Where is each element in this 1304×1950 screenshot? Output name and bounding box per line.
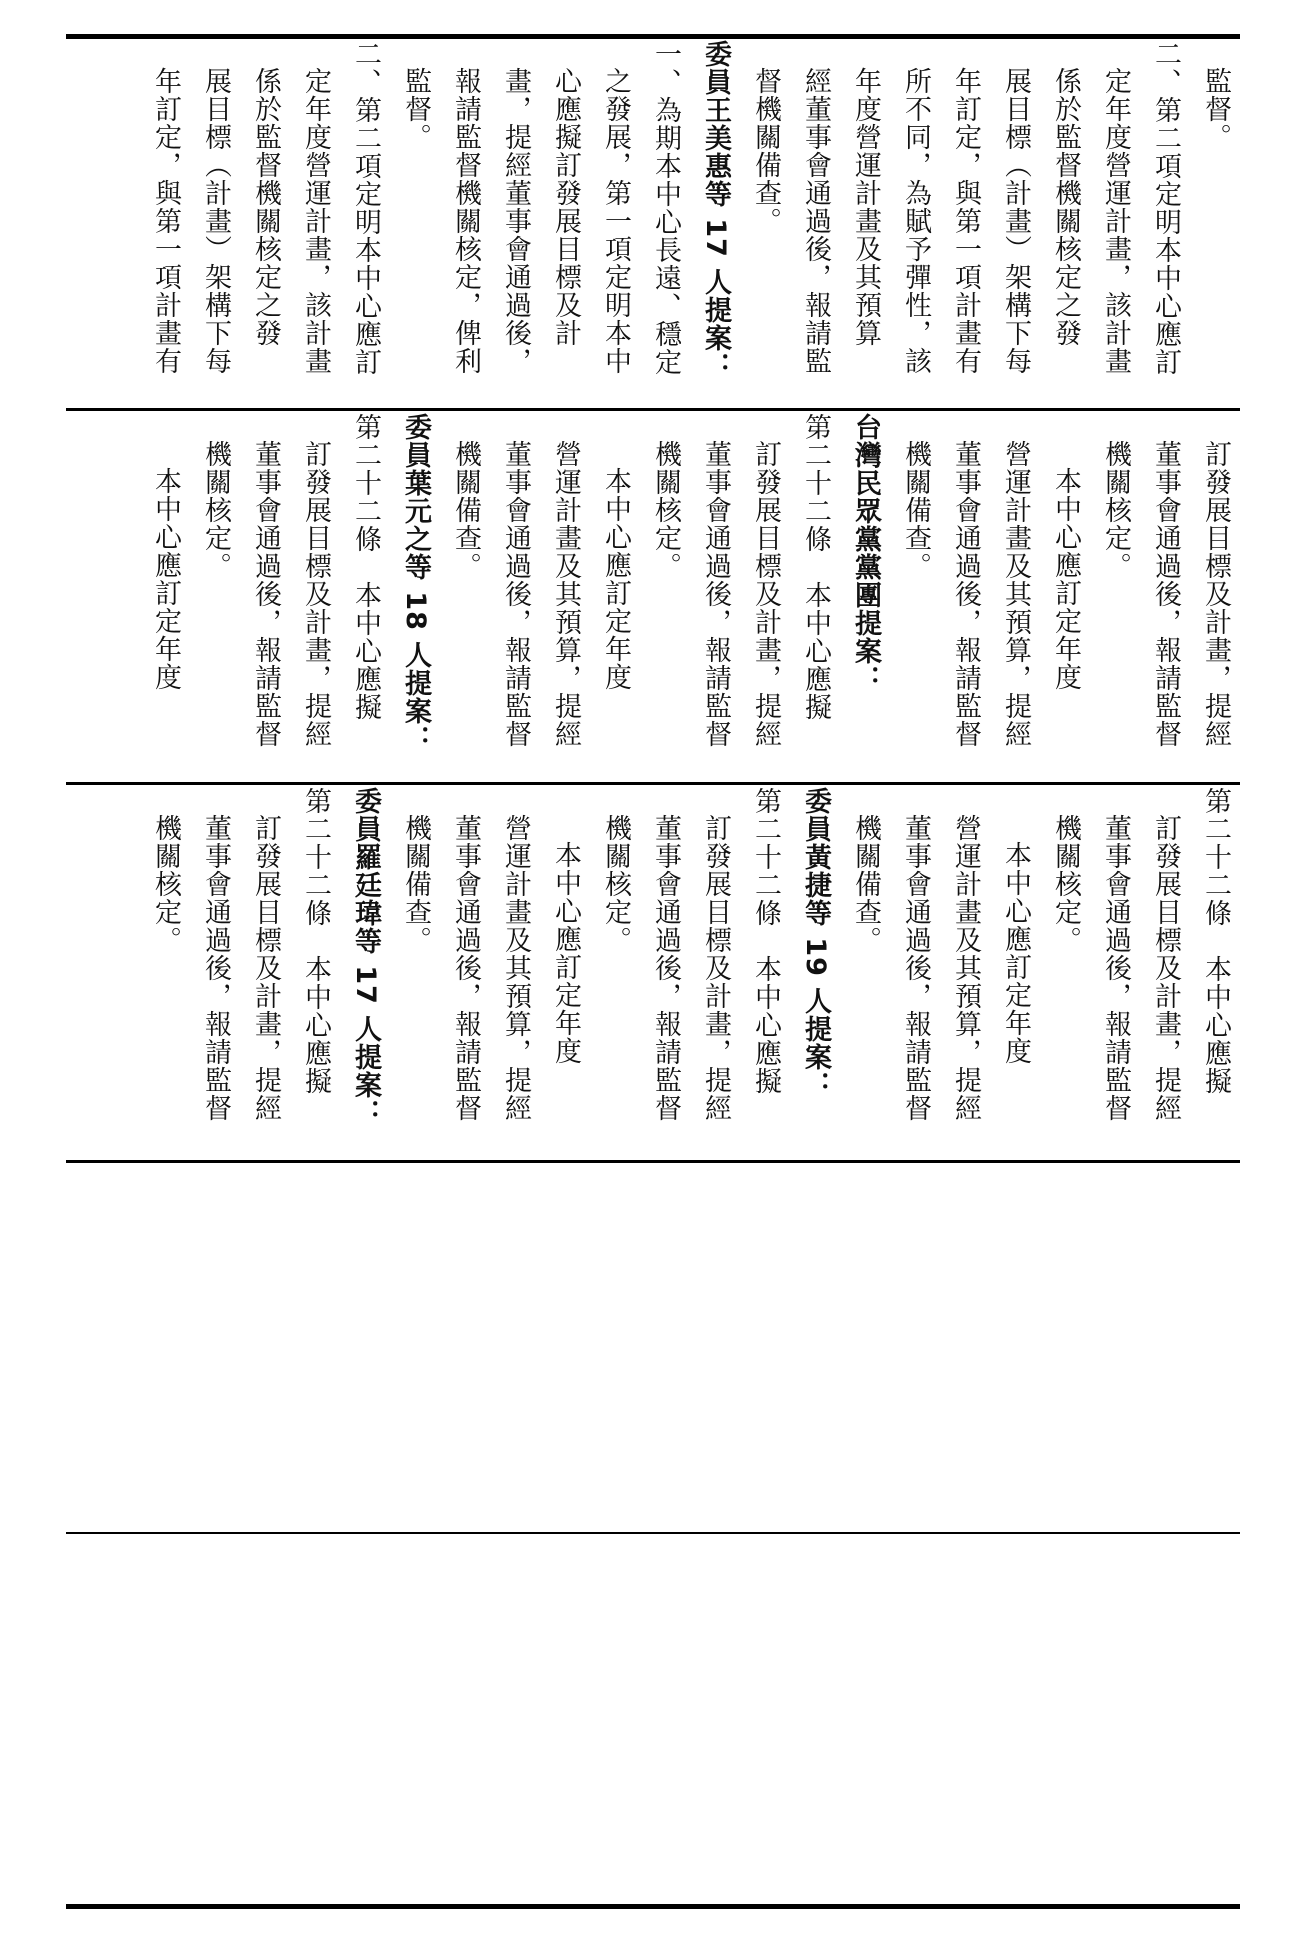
text-line: 本中心應訂定年度 bbox=[1050, 467, 1081, 691]
text-line: 訂發展目標及計畫，提經 bbox=[750, 440, 781, 748]
text-line: 之發展，第一項定明本中 bbox=[600, 67, 631, 375]
proposal-heading: 台灣民眾黨黨團提案： bbox=[850, 413, 881, 693]
text-line: 監督。 bbox=[1200, 67, 1231, 151]
text-line: 董事會通過後，報請監督 bbox=[500, 440, 531, 748]
text-line: 心應擬訂發展目標及計 bbox=[550, 67, 581, 347]
text-line: 第二十二條 本中心應擬 bbox=[300, 787, 331, 1095]
text-line: 第二十二條 本中心應擬 bbox=[350, 413, 381, 721]
text-line: 報請監督機關核定，俾利 bbox=[450, 67, 481, 375]
text-line: 董事會通過後，報請監督 bbox=[450, 814, 481, 1122]
text-line: 董事會通過後，報請監督 bbox=[1150, 440, 1181, 748]
text-line: 年訂定，與第一項計畫有 bbox=[150, 67, 181, 375]
divider-rule-3 bbox=[66, 1160, 1240, 1163]
text-line: 年度營運計畫及其預算 bbox=[850, 67, 881, 347]
text-line: 機關備查。 bbox=[450, 440, 481, 580]
text-band-middle bbox=[66, 413, 1240, 779]
text-line: 董事會通過後，報請監督 bbox=[200, 814, 231, 1122]
text-line: 一、為期本中心長遠、穩定 bbox=[650, 40, 681, 376]
text-line: 本中心應訂定年度 bbox=[150, 467, 181, 691]
bottom-rule bbox=[66, 1904, 1240, 1909]
text-line: 經董事會通過後，報請監 bbox=[800, 67, 831, 375]
proposal-heading: 委員王美惠等 17 人提案： bbox=[700, 40, 731, 381]
text-line: 監督。 bbox=[400, 67, 431, 151]
text-line: 訂發展目標及計畫，提經 bbox=[1150, 814, 1181, 1122]
text-line: 定年度營運計畫，該計畫 bbox=[300, 67, 331, 375]
text-line: 第二十二條 本中心應擬 bbox=[750, 787, 781, 1095]
divider-rule-4 bbox=[66, 1532, 1240, 1534]
text-line: 定年度營運計畫，該計畫 bbox=[1100, 67, 1131, 375]
text-line: 機關核定。 bbox=[200, 440, 231, 580]
text-line: 本中心應訂定年度 bbox=[550, 841, 581, 1065]
text-line: 年訂定，與第一項計畫有 bbox=[950, 67, 981, 375]
text-line: 所不同，為賦予彈性，該 bbox=[900, 67, 931, 375]
proposal-heading: 委員葉元之等 18 人提案： bbox=[400, 413, 431, 754]
text-line: 機關備查。 bbox=[900, 440, 931, 580]
text-line: 營運計畫及其預算，提經 bbox=[950, 814, 981, 1122]
text-line: 董事會通過後，報請監督 bbox=[900, 814, 931, 1122]
text-line: 機關核定。 bbox=[650, 440, 681, 580]
proposal-heading: 委員羅廷瑋等 17 人提案： bbox=[350, 787, 381, 1128]
text-line: 機關核定。 bbox=[1050, 814, 1081, 954]
text-line: 係於監督機關核定之發 bbox=[1050, 67, 1081, 347]
text-line: 本中心應訂定年度 bbox=[1000, 841, 1031, 1065]
text-line: 董事會通過後，報請監督 bbox=[700, 440, 731, 748]
text-line: 展目標（計畫）架構下每 bbox=[200, 67, 231, 375]
text-line: 訂發展目標及計畫，提經 bbox=[300, 440, 331, 748]
text-line: 訂發展目標及計畫，提經 bbox=[1200, 440, 1231, 748]
text-line: 二、第二項定明本中心應訂 bbox=[1150, 40, 1181, 376]
text-line: 營運計畫及其預算，提經 bbox=[500, 814, 531, 1122]
text-line: 督機關備查。 bbox=[750, 67, 781, 235]
text-line: 董事會通過後，報請監督 bbox=[1100, 814, 1131, 1122]
text-line: 營運計畫及其預算，提經 bbox=[550, 440, 581, 748]
text-line: 營運計畫及其預算，提經 bbox=[1000, 440, 1031, 748]
text-line: 第二十二條 本中心應擬 bbox=[1200, 787, 1231, 1095]
top-rule bbox=[66, 34, 1240, 39]
text-line: 畫，提經董事會通過後， bbox=[500, 67, 531, 375]
text-line: 機關備查。 bbox=[850, 814, 881, 954]
text-line: 展目標（計畫）架構下每 bbox=[1000, 67, 1031, 375]
text-line: 機關備查。 bbox=[400, 814, 431, 954]
text-line: 二、第二項定明本中心應訂 bbox=[350, 40, 381, 376]
text-line: 機關核定。 bbox=[600, 814, 631, 954]
text-line: 第二十二條 本中心應擬 bbox=[800, 413, 831, 721]
text-band-top bbox=[66, 40, 1240, 406]
divider-rule-1 bbox=[66, 408, 1240, 411]
text-line: 訂發展目標及計畫，提經 bbox=[700, 814, 731, 1122]
text-line: 係於監督機關核定之發 bbox=[250, 67, 281, 347]
text-line: 董事會通過後，報請監督 bbox=[250, 440, 281, 748]
text-band-bottom bbox=[66, 787, 1240, 1157]
proposal-heading: 委員黃捷等 19 人提案： bbox=[800, 787, 831, 1100]
text-line: 董事會通過後，報請監督 bbox=[650, 814, 681, 1122]
text-line: 機關核定。 bbox=[1100, 440, 1131, 580]
divider-rule-2 bbox=[66, 782, 1240, 785]
text-line: 訂發展目標及計畫，提經 bbox=[250, 814, 281, 1122]
text-line: 本中心應訂定年度 bbox=[600, 467, 631, 691]
text-line: 機關核定。 bbox=[150, 814, 181, 954]
text-line: 董事會通過後，報請監督 bbox=[950, 440, 981, 748]
